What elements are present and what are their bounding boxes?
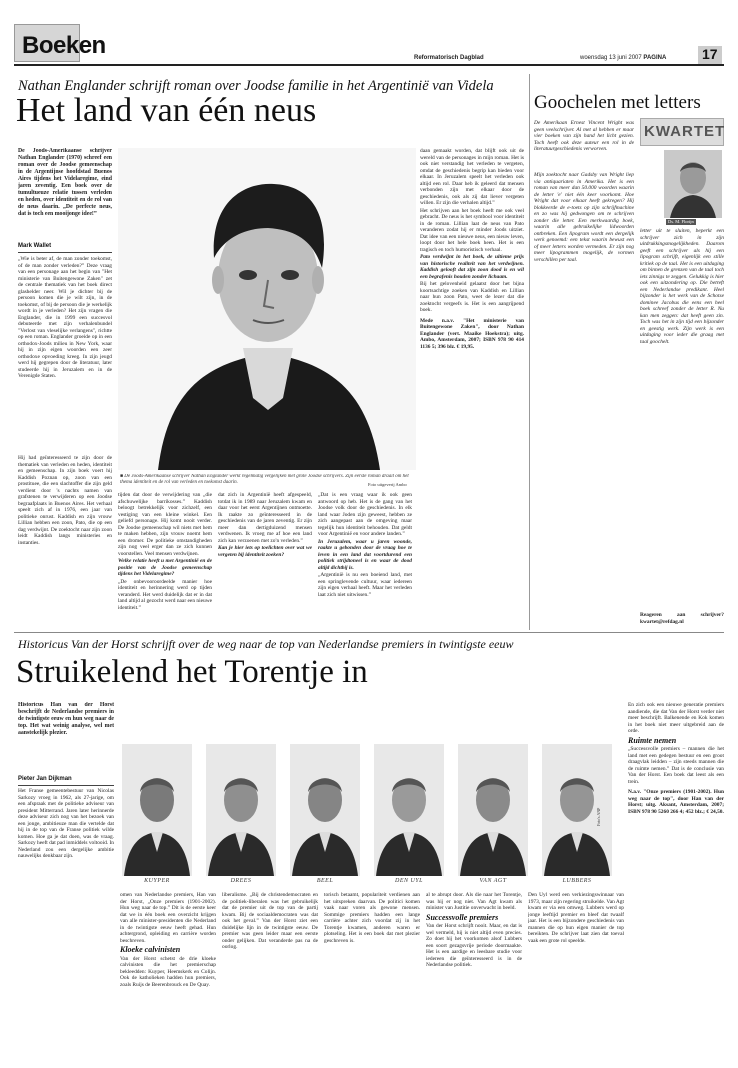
article2-subhead-kloeke: Kloeke calvinisten (120, 945, 181, 954)
sidebar-col2: letter uit te sluiten, beperkt een schrijver zich in zijn uitdrukkingsmogelijkheden. Daarom geeft een schrijver als hij een lipogram schrijft, eigenlijk een stille kritiek op de taal. Het is een uitdaging om binnen de grenzen van de taal toch iets zinnigs te zeggen. Gelukkig is hier ook een uitzondering op. Die betreft een Nederlandse predikant. Heel bijzonder is het werk van de Schotse dominee Jacobus die eens een heel boek schreef zonder de letter R. Nu kan men zeggen: dat heeft geen zin. Toch was het in zijn tijd een bijzonder en geestig werk. Zijn werk is een uitdaging voor ieder die graag met taal goochelt. (640, 228, 724, 345)
article2-subhead-successvolle: Successvolle premiers (426, 912, 499, 922)
sidebar-lead: De Amerikaan Ernest Vincent Wright was geen veelschrijver. Al met al hebben er maar vier boeken van zijn hand het licht gezien. Toch heeft ook deze auteur een rol in de literatuurgeschiedenis verworven. (534, 120, 634, 152)
article2-top-rule (14, 632, 724, 633)
article1-col2: Hij had geïnteresseerd te zijn door de thematiek van verleden en heden, identiteit en gemeenschap. In zijn boek voert hij Kaddish Poznan op, zoon van een prostituee, die een slachtoffer die zijn geld verdient door 's nachts namen van grafstenen te verwijderen op een Joodse begraafplaats in Buenos Aires. Het verhaal speelt zich af in 1976, een jaar van politieke onrust. Kaddish en zijn vrouw Lillian hebben een zoon, Pato, die op een dag verdwijnt. De zoektocht naar zijn zoon leidt Kaddish langs ministeries en instanties. (18, 455, 112, 546)
article2-col7-text: En zich ook een nieuwe generatie premiers aandiende, die dat Van der Horst verder niet meer beschrijft. Balkenende en Kok komen in het boek niet meer uitgebreid aan de orde. (628, 702, 724, 734)
article2-colophon: N.a.v. "Onze premiers (1901-2002). Hun weg naar de top", door Han van der Horst; uitg. Aksant, Amsterdam, 2007; ISBN 978 90 5260 266 4; 452 blz.; € 24,50. (628, 789, 724, 815)
article1-col5-question: In Jeruzalem, waar u jaren woonde, raakte u gebonden door de vraag hoe te leven in een land dat voortdurend een politiek strijdtoneel is en waar de dood altijd dichtbij is. (318, 538, 412, 571)
article2-col2b-text: Van der Horst schetst de drie kloeke calvinisten die het premierschap bekleedden: Kuyper, Heemskerk en Colijn. Ook de katholieken hadden hun premiers, zoals Ruijs de Beerenbrouck en De Quay. (120, 955, 216, 988)
article1-col1: „Wie is beter af, de man zonder toekomst, of de man zonder verleden?” Deze vraag van een personage aan het begin van "Het ministerie van Buitengewone Zaken" zet de centrale thematiek van het boek direct glashelder neer. Wil je dichter bij de persoon komen die je wilt zijn, in de toekomst, of bij de persoon die je werkelijk wordt in je verleden? Het zijn vragen die Englander, die in 1999 een succesvol debuteerde met zijn verhalenbundel "Verlost van vleselijke verlangens", richtte op een roman. Englander groeide op in een orthodox-Joods milieu in New York, waar hij in zijn eigen woorden een zeer orthodoxe opvoeding kreeg. In zijn jeugd werd hij gegrepen door de literatuur, later studeerde hij in Jeruzalem en in de Verenigde Staten. (18, 256, 112, 379)
header-publication: Reformatorisch Dagblad (414, 55, 484, 61)
sidebar-headline: Goochelen met letters (534, 92, 701, 113)
caption-marker-icon: ■ (120, 474, 125, 479)
article1-col6-text: daan gemaakt worden, dat blijft ook uit de wereld van de personages in mijn roman. Het is ook niet verstandig het verleden te vergeten, omdat de geschiedenis begrip kan bieden voor elkaar. In Jeruzalem speelt het verleden ook altijd een rol. Daar heb ik geleerd dat mensen verbonden zijn met elkaar door de geschiedenis, ook als zij dat liever vergeten willen. Er zijn die verhalen altijd.” (420, 148, 524, 206)
article2-col6: Den Uyl werd een verkiezingswinnaar van 1973, maar zijn regering struikelde. Van Agt kwam er via een omweg. Lubbers werd op jonge leeftijd premier en bleef dat twaalf jaar. Het is een bijzondere geschiedenis van mannen die op hun eigen manier de top bereikten. De schrijver laat zien dat toeval vaak een grote rol speelde. (528, 892, 624, 944)
premier-portrait-svg (374, 744, 444, 876)
article1-lead: De Joods-Amerikaanse schrijver Nathan Englander (1970) schreef een roman over de Joodse gemeenschap in de Argentijnse hoofdstad Buenos Aires tijdens het Videlaregime, eind jaren zeventig. Een boek over de tumultueuze relatie tussen verleden en heden, over identiteit en de rol van de neus daarin. „De perfecte neus, dat is toch een mooijonge idee!” (18, 148, 112, 217)
sidebar-reaction: Reageren aan schrijver? kwartet@refdag.nl (640, 612, 724, 625)
article2-col7b-text: „Successvolle premiers – mannen die het land met een gedegen bestuur en een groot draagvlak leidden – zijn steeds mannen die de ruimte nemen.” Dat is de conclusie van Van der Horst. Een boek dat leest als een trein. (628, 746, 724, 785)
premier-name-label: LUBBERS (562, 878, 592, 884)
article2-col2 (120, 892, 216, 1060)
sidebar-divider (529, 74, 530, 630)
premier-portrait (122, 744, 192, 876)
article2-col3: liberalisme. „Bij de christendemocraten en de politiek-liberalen was het gebruikelijk dat de premier uit de top van de partij kwam. Bij de sociaaldemocraten was dat ook het geval.” Van der Horst ziet een duidelijke lijn in de twintigste eeuw. De premier was geen leider maar een eerste onder gelijken. Dat veranderde pas na de oorlog. (222, 892, 318, 950)
article1-col3b-text: „De onbevooroordeelde manier hoe identiteit en herinnering werd op tijden veranderd. Het werd duidelijk dat er in dat land altijd al gezocht werd naar een nieuwe identiteit.” (118, 578, 212, 611)
premier-portrait (290, 744, 360, 876)
kwartet-logo-text: KWARTET (644, 123, 726, 140)
sidebar-col1: Mijn zoektocht naar Gadsby van Wright liep via antiquariaten in Amerika. Het is een roman van meer dan 50.000 woorden waarin de letter 'e' niet één keer voorkomt. Hoe Wright dat voor elkaar heeft gekregen? Hij blokkeerde de e-toets op zijn schrijfmachine en zo was hij gedwongen om te schrijven zonder die letter. Een merkwaardig boek, waarin alle gebruikelijke lidwoorden ontbreken. Een lipogram wordt een dergelijk werk genoemd: een tekst waarin bewust een of meer letters worden vermeden. Er zijn nog meer lipogrammen mogelijk, de vormen verschillen per taal. (534, 172, 634, 263)
sidebar-byline: Ds. M. Florijn (668, 219, 694, 224)
article2-author-rule (18, 785, 114, 786)
kwartet-logo (640, 118, 724, 146)
article1-col3 (118, 492, 212, 625)
premier-name-label: DREES (230, 878, 252, 884)
article2-col5 (426, 892, 522, 1060)
article1-col5b-text: „Argentinië is nu een boeiend land, met een springlevende cultuur, waar iedereen zijn eigen verhaal heeft. Maar het verleden laat zich niet uitwissen.” (318, 572, 412, 598)
premier-name-label: KUYPER (144, 878, 170, 884)
article2-photo-credit: Foto's ANP (596, 807, 601, 826)
premier-portrait-svg (206, 744, 276, 876)
article1-colophon: Mede n.a.v. "Het ministerie van Buitengewone Zaken", door Nathan Englander (vert. Maaike Hoekstra); uitg. Ambo, Amsterdam, 2007; ISBN 978 90 414 1136 5; 396 blz. € 19,95. (420, 317, 524, 350)
premier-name-label: BEEL (316, 878, 334, 884)
article1-kicker: Nathan Englander schrijft roman over Joodse familie in het Argentinië van Videla (18, 78, 494, 94)
premier-portrait-svg (290, 744, 360, 876)
englander-photo (118, 148, 416, 470)
premier-portrait-svg (122, 744, 192, 876)
article1-headline: Het land van één neus (16, 92, 317, 129)
article2-lead: Historicus Han van der Horst beschrijft de Nederlandse premiers in de twintigste eeuw en hun weg naar de top. Het wat weinig analyse, wel met aanstekelijk plezier. (18, 702, 114, 736)
premier-name-label: VAN AGT (479, 878, 507, 884)
article2-col5b-text: Van der Horst schrijft nooit. Maar, en dat is wel vermeld, hij is niet altijd even precies. Zo doet hij het voorkomen alsof Lubbers een soort gezagsvrije periode doormaakte. Het is een aardige en leesbare studie voor iedereen die geïnteresseerd is in de Nederlandse politiek. (426, 923, 522, 968)
article2-col5-text: al te abrupt door. Als die naar het Torentje, was hij er nog niet. Van Agt kwam als minister van Justitie onverwacht in beeld. (426, 892, 522, 911)
premier-portrait-svg (458, 744, 528, 876)
article1-photo-caption-text: De Joods-Amerikaanse schrijver Nathan Englander werkt regelmatig vergelijken met grote Joodse schrijvers. Zijn eerste roman draait om het thema identiteit en de rol van verleden en toekomst daarin. (120, 474, 409, 485)
header-section-label: Boeken (22, 32, 106, 59)
header-page-label: PAGINA (643, 55, 667, 61)
article2-col1: Het Franse gemeentebestuur van Nicolas Sarkozy vroeg in 1962, als 27-jarige, om een afspraak met de politieke adviseur van president Mitterrand. Jaren later herinnerde deze adviseur zich nog van het bezoek van een jonge, ambitieuze man die vertelde dat hij in de top van de Franse politiek wilde komen. Hoe ga je dat doen, was de vraag. Sarkozy heeft dat pad inmiddels voltooid. In Nederland zou een dergelijke ambitie nauwelijks denkbaar zijn. (18, 788, 114, 859)
article1-col5-text: „Dat is een vraag waar ik ook geen antwoord op heb. Het is de gang van het Joodse volk door de geschiedenis. In elk land waar Joden zijn geweest, hebben ze zich aangepast aan de omgeving maar tegelijk hun identiteit behouden. Dat geldt voor Argentinië en voor andere landen.” (318, 492, 412, 537)
premier-name-label: DEN UYL (394, 878, 423, 884)
article1-col6-question: Pato verdwijnt in het boek, de ultieme prijs van historische realiteit van het verdwijnen. Kaddish gelooft dat zijn zoon dood is en wil een begrafenis houden zonder lichaam. (420, 254, 524, 280)
premier-portrait (206, 744, 276, 876)
article1-col4-text: dat zich in Argentinië heeft afgespeeld, totdat ik in 1989 naar Jeruzalem kwam en daar voor het eerst Argentijnen ontmoette. Ik raakte zo geïnteresseerd in de geschiedenis van de jaren zeventig. Er zijn meer dan dertigduizend mensen verdwenen. Ik vroeg me af hoe een land zich kan verzoenen met zo'n verleden.” (218, 492, 312, 544)
header-page-number: 17 (702, 46, 718, 62)
article2-kicker: Historicus Van der Horst schrijft over de weg naar de top van Nederlandse premiers in twintigste eeuw (18, 637, 514, 651)
article1-col6 (420, 148, 524, 625)
article2-col7 (628, 702, 724, 1060)
article1-photo-credit: Foto uitgeverij Ambo (368, 482, 407, 487)
sidebar-author-portrait-svg (664, 150, 722, 218)
article1-col6b-text: Het schrijven aan het boek heeft me ook veel gebracht. De neus is het symbool voor identiteit in de roman. Lillian laat de neus van Pato veranderen zodat hij er minder Joods uitziet. Dat idee van een nieuwe neus, een nieuw leven, loopt door het hele boek heen. Het is een tragisch en toch humoristisch verhaal. (420, 207, 524, 253)
article1-col4 (218, 492, 312, 625)
article1-col3-text: tijden dat door de verwijdering van „die afschuwelijke barrikosses.” Kaddish beloogt betrekkelijk voor zichzelf, een vestiging van een kleine winkel. Een geliefd personage. Hij komt nooit verder. De Joodse gemeenschap wil niets met hem te maken hebben, zijn vrouw noemt hem een dromer. De politieke omstandigheden zijn nog veel erger dan ze zich kunnen voorstellen. Veel mensen verdwijnen. (118, 492, 212, 557)
article2-headline: Struikelend het Torentje in (16, 654, 368, 690)
article1-col6c-text: Bij het gelovenheid gelaatst door het bijna koortsachtige zoeken van Kaddish en Lillian naar hun zoon Pato, weet de lezer dat die zoektocht vergeefs is. Het is een aangrijpend boek. (420, 281, 524, 313)
premier-portrait (374, 744, 444, 876)
article1-author-rule (18, 252, 112, 253)
page-header (14, 24, 724, 64)
article2-author: Pieter Jan Dijkman (18, 776, 72, 782)
article1-col5 (318, 492, 412, 625)
article2-col2-text: omen van Nederlandse premiers, Han van der Horst, „Onze premiers (1901-2002). Hun weg naar de top.” Dit is de eerste keer dat we in één boek een overzicht krijgen van alle minister-presidenten die Nederland in de twintigste eeuw heeft gehad. Hun achtergrond, opleiding en carrière worden beschreven. (120, 892, 216, 944)
sidebar-author-photo (664, 150, 722, 218)
englander-portrait-svg (118, 148, 416, 470)
header-date-text: woensdag 13 juni 2007 (580, 55, 642, 61)
article2-col4: torisch betaamt, populariteit verdienen aan het uitspreken daarvan. De politici komen vaak naar voren als gewone mensen. Sommige premiers hadden een lange carrière achter zich voordat zij in het Torentje kwamen, anderen waren er plotseling. Het is een boek dat met plezier geschreven is. (324, 892, 420, 944)
article1-col3-question: Welke relatie heeft u met Argentinië en de positie van de Joodse gemeenschap tijdens het Videlaregime? (118, 558, 212, 577)
premier-portrait (458, 744, 528, 876)
article1-author: Mark Wallet (18, 243, 52, 249)
article2-subhead-ruimte: Ruimte nemen (628, 735, 677, 745)
header-rule (14, 64, 724, 66)
header-date (580, 55, 666, 61)
article1-col4-question: Kan je hier iets op toelichten over wat we vergeten bij identiteit zoeken? (218, 545, 312, 558)
